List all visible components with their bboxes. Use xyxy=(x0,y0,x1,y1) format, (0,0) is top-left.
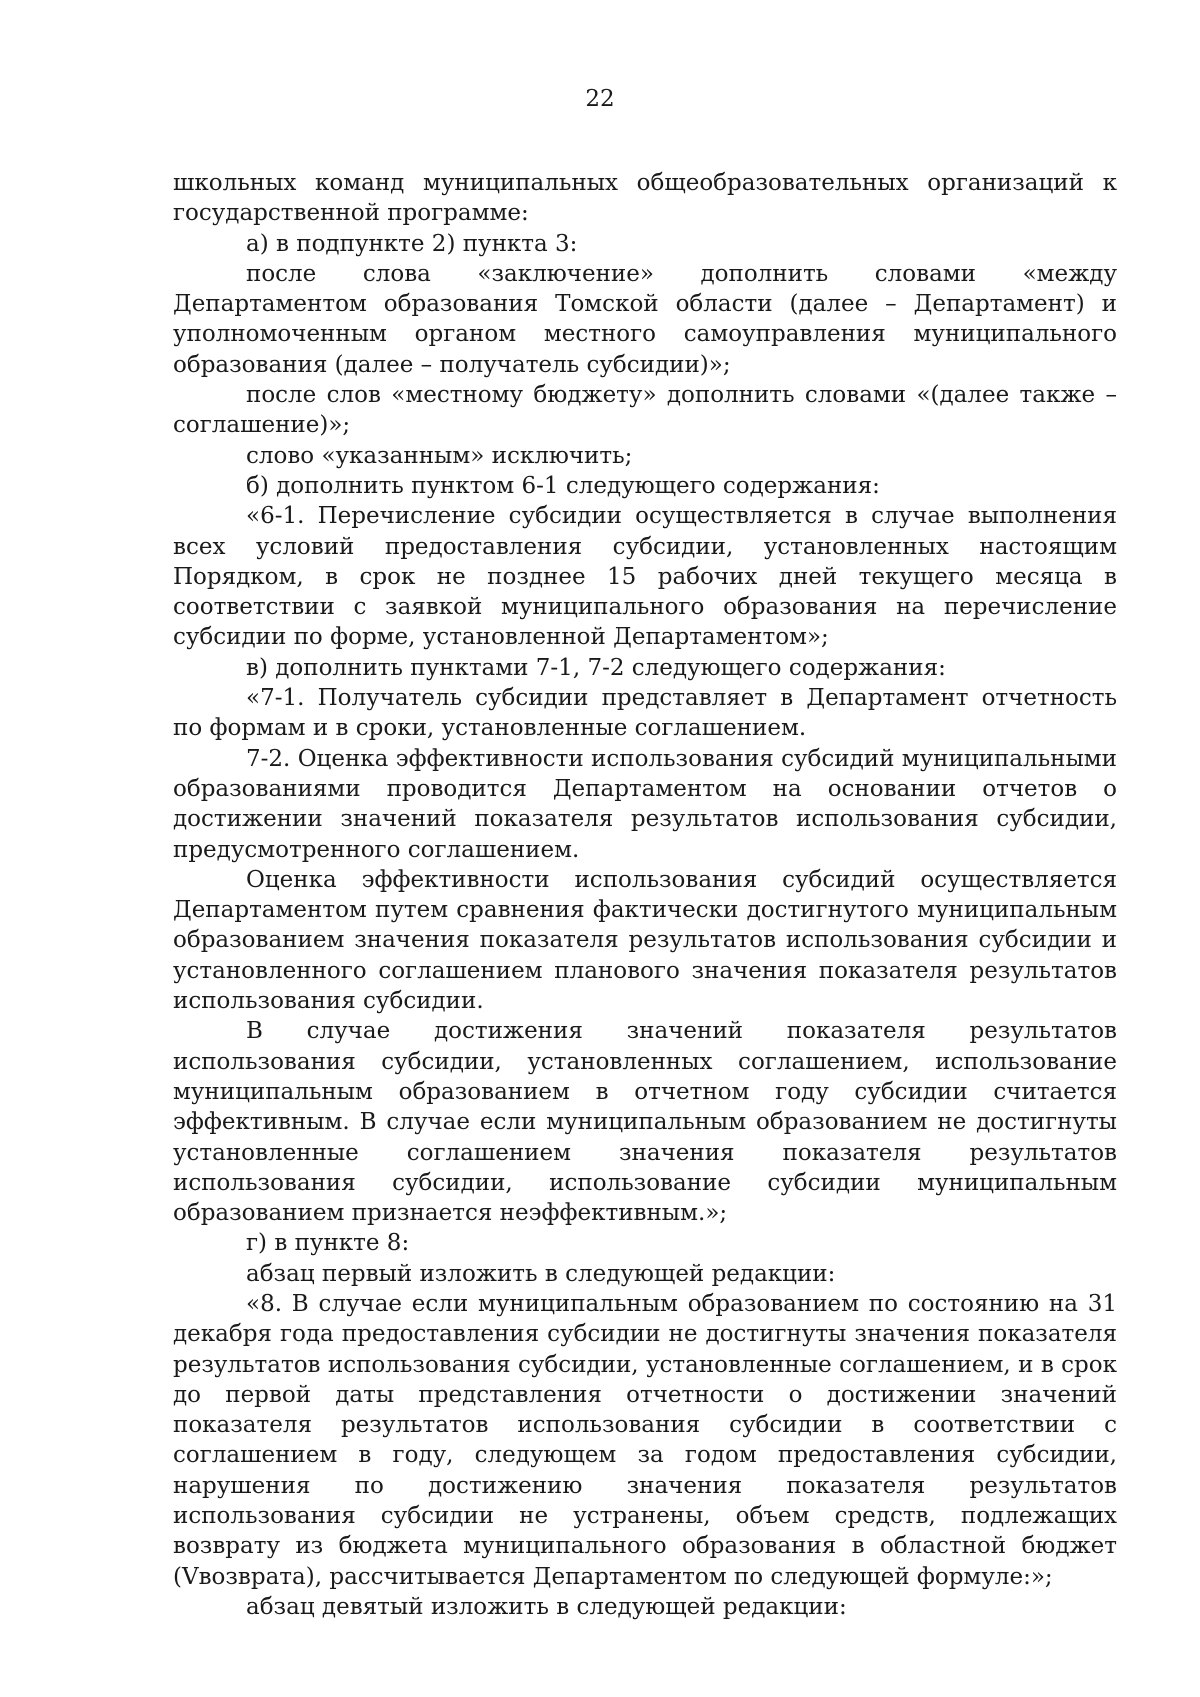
paragraph: «6-1. Перечисление субсидии осуществляется в случае выполнения всех условий предоставления субсидии, установленных настоящим Порядком, в срок не позднее 15 рабочих дней текущего месяца в соответствии с заявкой муниципального образования на перечисление субсидии по форме, установленной Департаментом»; xyxy=(173,503,1117,651)
paragraph: в) дополнить пунктами 7-1, 7-2 следующего содержания: xyxy=(246,654,946,681)
document-body xyxy=(173,168,1117,1622)
paragraph: «7-1. Получатель субсидии представляет в Департамент отчетность по формам и в сроки, установленные соглашением. xyxy=(173,685,1117,742)
paragraph: абзац первый изложить в следующей редакции: xyxy=(246,1260,836,1287)
paragraph: после слова «заключение» дополнить словами «между Департаментом образования Томской области (далее – Департамент) и уполномоченным органом местного самоуправления муниципального образования (далее – получатель субсидии)»; xyxy=(173,260,1117,378)
paragraph: школьных команд муниципальных общеобразовательных организаций к государственной программе: xyxy=(173,170,1117,227)
paragraph: абзац девятый изложить в следующей редакции: xyxy=(246,1593,847,1620)
paragraph: а) в подпункте 2) пункта 3: xyxy=(246,230,578,257)
paragraph: 7-2. Оценка эффективности использования субсидий муниципальными образованиями проводится Департаментом на основании отчетов о достижении значений показателя результатов использования субсидии, предусмотренного соглашением. xyxy=(173,745,1117,863)
paragraph: слово «указанным» исключить; xyxy=(246,442,633,469)
paragraph: «8. В случае если муниципальным образованием по состоянию на 31 декабря года предоставления субсидии не достигнуты значения показателя результатов использования субсидии, установленные соглашением, и в срок до первой даты представления отчетности о достижении значений показателя результатов использования субсидии в соответствии с соглашением в году, следующем за годом предоставления субсидии, нарушения по достижению значения показателя результатов использования субсидии не устранены, объем средств, подлежащих возврату из бюджета муниципального образования в областной бюджет (Vвозврата), рассчитывается Департаментом по следующей формуле:»; xyxy=(173,1290,1117,1590)
page-number: 22 xyxy=(585,86,615,112)
paragraph: Оценка эффективности использования субсидий осуществляется Департаментом путем сравнения фактически достигнутого муниципальным образованием значения показателя результатов использования субсидии и установленного соглашением планового значения показателя результатов использования субсидии. xyxy=(173,866,1117,1015)
paragraph: после слов «местному бюджету» дополнить словами «(далее также – соглашение)»; xyxy=(173,382,1117,439)
paragraph: б) дополнить пунктом 6-1 следующего содержания: xyxy=(246,472,880,499)
paragraph: г) в пункте 8: xyxy=(246,1230,410,1257)
paragraph: В случае достижения значений показателя результатов использования субсидии, установленных соглашением, использование муниципальным образованием в отчетном году субсидии считается эффективным. В случае если муниципальным образованием не достигнуты установленные соглашением значения показателя результатов использования субсидии, использование субсидии муниципальным образованием признается неэффективным.»; xyxy=(173,1018,1117,1227)
